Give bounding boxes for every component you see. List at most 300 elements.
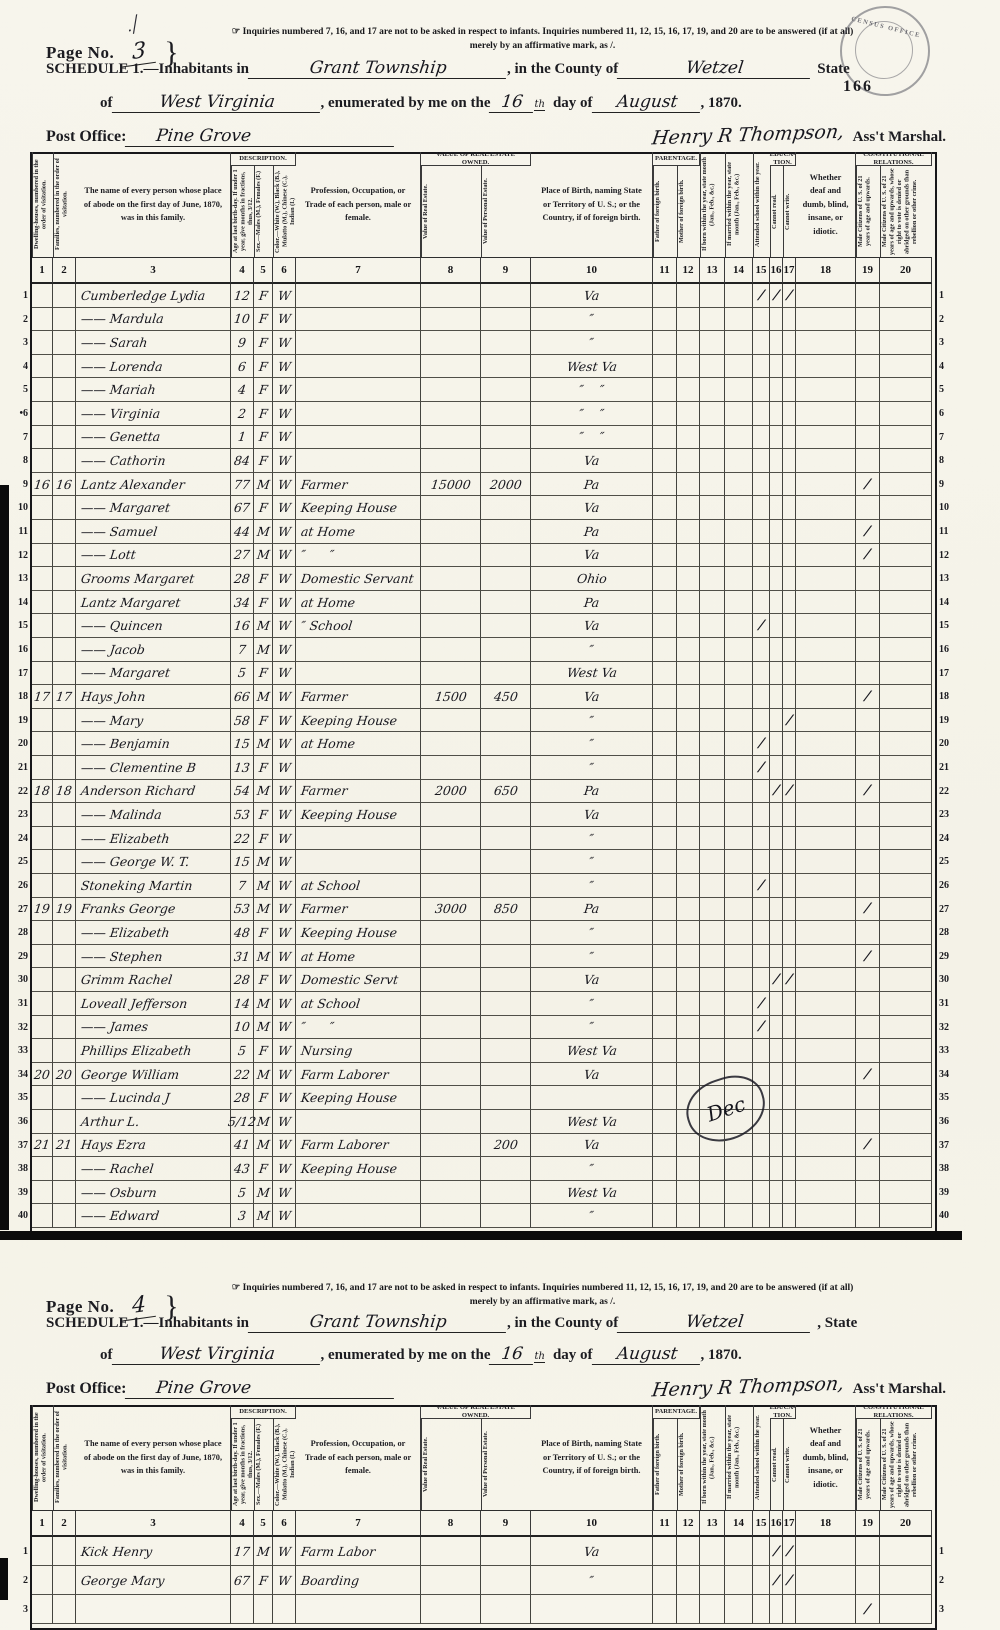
handwritten-entry: —— Cathorin bbox=[80, 452, 167, 468]
cell-fam bbox=[53, 1566, 76, 1595]
handwritten-entry: 53 bbox=[233, 901, 251, 917]
tally-mark: / bbox=[863, 948, 872, 964]
cell-col16 bbox=[770, 898, 783, 922]
cell-col11 bbox=[653, 921, 677, 945]
cell-occ bbox=[296, 1039, 421, 1063]
cell-dw bbox=[32, 426, 53, 450]
cell-sex bbox=[254, 780, 273, 804]
page-no-value: 3 bbox=[122, 37, 156, 68]
handwritten-entry: F bbox=[257, 452, 269, 468]
cell-name bbox=[76, 898, 231, 922]
cell-pe bbox=[481, 1204, 531, 1228]
handwritten-entry: West Va bbox=[565, 665, 618, 681]
cell-dw bbox=[32, 1595, 53, 1624]
handwritten-entry: —— Lorenda bbox=[80, 358, 164, 374]
cell-col14 bbox=[725, 968, 753, 992]
cell-occ bbox=[296, 1086, 421, 1110]
cell-col15 bbox=[753, 732, 770, 756]
cell-age bbox=[231, 1181, 254, 1205]
cell-race bbox=[273, 709, 296, 733]
cell-col11 bbox=[653, 614, 677, 638]
handwritten-entry: W bbox=[276, 877, 292, 893]
cell-col18 bbox=[796, 780, 856, 804]
cell-col20 bbox=[880, 614, 932, 638]
row-number-right: 27 bbox=[939, 903, 949, 915]
cell-col12 bbox=[677, 898, 700, 922]
handwritten-entry: 15000 bbox=[429, 476, 472, 492]
cell-sex bbox=[254, 284, 273, 308]
cell-col20 bbox=[880, 1016, 932, 1040]
tally-mark: / bbox=[784, 783, 794, 799]
cell-col18 bbox=[796, 1181, 856, 1205]
cell-name bbox=[76, 992, 231, 1016]
cell-col19 bbox=[856, 1110, 880, 1134]
handwritten-entry: 18 bbox=[33, 783, 51, 799]
cell-col18 bbox=[796, 1204, 856, 1228]
handwritten-entry: 5 bbox=[237, 1184, 247, 1200]
cell-occ bbox=[296, 803, 421, 827]
row-number-right: 30 bbox=[939, 974, 949, 986]
handwritten-entry: 18 bbox=[55, 783, 73, 799]
cell-birth bbox=[531, 473, 653, 497]
cell-col16 bbox=[770, 685, 783, 709]
ink-scribble: Dec bbox=[678, 1067, 773, 1151]
handwritten-entry: Anderson Richard bbox=[80, 783, 197, 799]
cell-col13 bbox=[700, 780, 725, 804]
cell-fam bbox=[53, 1039, 76, 1063]
row-number-right: 26 bbox=[939, 880, 949, 891]
column-header: Value of Personal Estate. bbox=[481, 166, 531, 257]
row-number-left: 4 bbox=[23, 360, 28, 372]
cell-name bbox=[76, 1157, 231, 1181]
cell-col19 bbox=[856, 1566, 880, 1595]
cell-col16 bbox=[770, 449, 783, 473]
cell-col16 bbox=[770, 496, 783, 520]
handwritten-entry: W bbox=[276, 948, 292, 964]
cell-birth bbox=[531, 803, 653, 827]
tally-mark: / bbox=[863, 523, 872, 539]
handwritten-entry: Keeping House bbox=[300, 924, 399, 940]
cell-age bbox=[231, 496, 254, 520]
cell-col16 bbox=[770, 402, 783, 426]
cell-col15 bbox=[753, 449, 770, 473]
cell-birth bbox=[531, 662, 653, 686]
column-header: Age at last birth-day. If under 1 year, give months in fractions, thus, 3/12. bbox=[231, 166, 254, 257]
cell-col20 bbox=[880, 850, 932, 874]
handwritten-entry: 15 bbox=[233, 736, 251, 752]
cell-col12 bbox=[677, 544, 700, 568]
handwritten-entry: 43 bbox=[233, 1160, 251, 1176]
cell-col17 bbox=[783, 520, 796, 544]
cell-col20 bbox=[880, 662, 932, 686]
cell-col17 bbox=[783, 402, 796, 426]
handwritten-entry: 1500 bbox=[433, 688, 468, 704]
handwritten-entry: —— Margaret bbox=[80, 500, 171, 516]
cell-col17 bbox=[783, 331, 796, 355]
row-number-left: 32 bbox=[18, 1021, 28, 1033]
cell-col11 bbox=[653, 378, 677, 402]
cell-sex bbox=[254, 331, 273, 355]
handwritten-entry: M bbox=[255, 854, 271, 870]
cell-birth bbox=[531, 1016, 653, 1040]
row-number-right: 21 bbox=[939, 762, 949, 773]
cell-pe bbox=[481, 1039, 531, 1063]
cell-birth bbox=[531, 709, 653, 733]
cell-dw bbox=[32, 284, 53, 308]
cell-birth bbox=[531, 780, 653, 804]
cell-col18 bbox=[796, 992, 856, 1016]
row-number-left: 37 bbox=[18, 1139, 28, 1151]
cell-col19 bbox=[856, 1204, 880, 1228]
cell-col18 bbox=[796, 732, 856, 756]
cell-col14 bbox=[725, 355, 753, 379]
cell-col19 bbox=[856, 308, 880, 332]
cell-col18 bbox=[796, 331, 856, 355]
brace: } bbox=[164, 1290, 179, 1323]
column-number: 1 bbox=[32, 257, 53, 284]
cell-race bbox=[273, 992, 296, 1016]
column-header: The name of every person whose place of abode on the first day of June, 1870, was in this family. bbox=[76, 1405, 231, 1510]
cell-sex bbox=[254, 355, 273, 379]
handwritten-entry: —— George W. T. bbox=[80, 854, 191, 870]
cell-age bbox=[231, 968, 254, 992]
handwritten-entry: —— Elizabeth bbox=[80, 924, 171, 940]
column-header: Male Citizens of U. S. of 21 years of age and upwards, whose right to vote is denied or abridged on other grounds than rebellion or other crime. bbox=[880, 166, 932, 257]
cell-dw bbox=[32, 1086, 53, 1110]
cell-re bbox=[421, 567, 481, 591]
cell-race bbox=[273, 827, 296, 851]
column-number: 14 bbox=[725, 1510, 753, 1537]
cell-birth bbox=[531, 1181, 653, 1205]
cell-col18 bbox=[796, 685, 856, 709]
cell-occ bbox=[296, 850, 421, 874]
handwritten-entry: W bbox=[276, 854, 292, 870]
cell-dw bbox=[32, 732, 53, 756]
cell-col11 bbox=[653, 426, 677, 450]
cell-col14 bbox=[725, 898, 753, 922]
cell-race bbox=[273, 1595, 296, 1624]
cell-col11 bbox=[653, 449, 677, 473]
county-label: , in the County of bbox=[506, 61, 619, 77]
page-no-value: 4 bbox=[122, 1291, 156, 1322]
cell-birth bbox=[531, 638, 653, 662]
cell-age bbox=[231, 756, 254, 780]
cell-col13 bbox=[700, 992, 725, 1016]
cell-col20 bbox=[880, 426, 932, 450]
cell-pe bbox=[481, 638, 531, 662]
handwritten-entry: 3000 bbox=[433, 901, 468, 917]
cell-pe bbox=[481, 732, 531, 756]
cell-col18 bbox=[796, 1086, 856, 1110]
handwritten-entry: F bbox=[257, 311, 269, 327]
cell-col14 bbox=[725, 426, 753, 450]
cell-age bbox=[231, 544, 254, 568]
cell-fam bbox=[53, 1110, 76, 1134]
of-label: of bbox=[100, 95, 113, 111]
cell-col19 bbox=[856, 1086, 880, 1110]
cell-age bbox=[227, 1110, 257, 1134]
cell-birth bbox=[531, 1086, 653, 1110]
cell-col17 bbox=[783, 732, 796, 756]
cell-col16 bbox=[770, 284, 783, 308]
cell-fam bbox=[53, 473, 76, 497]
cell-col20 bbox=[880, 308, 932, 332]
cell-col18 bbox=[796, 1537, 856, 1566]
cell-race bbox=[273, 638, 296, 662]
cell-col15 bbox=[753, 331, 770, 355]
cell-col18 bbox=[796, 426, 856, 450]
cell-sex bbox=[254, 945, 273, 969]
cell-col13 bbox=[700, 520, 725, 544]
cell-col20 bbox=[880, 874, 932, 898]
cell-col18 bbox=[796, 1157, 856, 1181]
handwritten-entry: 58 bbox=[233, 712, 251, 728]
cell-name bbox=[76, 685, 231, 709]
handwritten-entry: Pa bbox=[582, 901, 601, 917]
cell-dw bbox=[32, 1537, 53, 1566]
cell-col16 bbox=[770, 591, 783, 615]
cell-race bbox=[273, 591, 296, 615]
handwritten-entry: Stoneking Martin bbox=[80, 877, 194, 893]
cell-birth bbox=[531, 921, 653, 945]
cell-col19 bbox=[856, 520, 880, 544]
of-label: of bbox=[100, 1347, 113, 1363]
column-group-header: VALUE OF REAL ESTATE OWNED. bbox=[421, 1405, 531, 1419]
cell-pe bbox=[481, 1595, 531, 1624]
cell-col20 bbox=[880, 544, 932, 568]
cell-col12 bbox=[677, 874, 700, 898]
cell-col12 bbox=[677, 803, 700, 827]
cell-col13 bbox=[700, 426, 725, 450]
cell-col16 bbox=[770, 1181, 783, 1205]
cell-race bbox=[273, 921, 296, 945]
row-number-left: 2 bbox=[23, 1575, 28, 1586]
cell-col13 bbox=[700, 898, 725, 922]
handwritten-entry: W bbox=[276, 641, 292, 657]
cell-col14 bbox=[725, 874, 753, 898]
cell-col17 bbox=[783, 780, 796, 804]
handwritten-entry: 3 bbox=[237, 1208, 247, 1224]
cell-col13 bbox=[700, 1134, 725, 1158]
cell-col12 bbox=[677, 827, 700, 851]
cell-birth bbox=[531, 496, 653, 520]
cell-re bbox=[421, 1086, 481, 1110]
cell-sex bbox=[254, 426, 273, 450]
handwritten-entry: at Home bbox=[300, 736, 357, 752]
cell-re bbox=[421, 992, 481, 1016]
cell-re bbox=[421, 473, 481, 497]
cell-pe bbox=[481, 1181, 531, 1205]
cell-occ bbox=[296, 544, 421, 568]
cell-pe bbox=[481, 685, 531, 709]
cell-age bbox=[231, 709, 254, 733]
cell-age bbox=[231, 1086, 254, 1110]
row-number-right: 36 bbox=[939, 1116, 949, 1127]
cell-dw bbox=[32, 992, 53, 1016]
page-separator bbox=[0, 1231, 962, 1240]
cell-col20 bbox=[880, 331, 932, 355]
handwritten-entry: Va bbox=[582, 547, 601, 563]
handwritten-entry: ″ ″ bbox=[300, 547, 336, 563]
cell-name bbox=[76, 756, 231, 780]
cell-col18 bbox=[796, 520, 856, 544]
handwritten-entry: 28 bbox=[233, 1090, 251, 1106]
handwritten-entry: M bbox=[255, 641, 271, 657]
cell-col18 bbox=[796, 898, 856, 922]
cell-name bbox=[76, 591, 231, 615]
cell-col17 bbox=[783, 1157, 796, 1181]
handwritten-entry: W bbox=[276, 712, 292, 728]
column-header: Color.—White (W.), Black (B.), Mulatto (M.), Chinese (C.), Indian (I.) bbox=[273, 1419, 296, 1510]
cell-name bbox=[76, 331, 231, 355]
cell-col16 bbox=[770, 827, 783, 851]
cell-col18 bbox=[796, 355, 856, 379]
cell-re bbox=[421, 331, 481, 355]
cell-col16 bbox=[770, 709, 783, 733]
column-group-header: EDUCA-TION. bbox=[769, 1403, 796, 1419]
county-value: Wetzel bbox=[617, 1314, 812, 1333]
cell-col20 bbox=[880, 449, 932, 473]
row-number-right: 5 bbox=[939, 384, 944, 396]
cell-fam bbox=[53, 520, 76, 544]
cell-dw bbox=[32, 874, 53, 898]
cell-age bbox=[231, 308, 254, 332]
cell-col16 bbox=[770, 331, 783, 355]
cell-col13 bbox=[700, 874, 725, 898]
row-number-left: 11 bbox=[18, 526, 28, 537]
handwritten-entry: George Mary bbox=[80, 1572, 166, 1588]
cell-fam bbox=[53, 284, 76, 308]
cell-col19 bbox=[856, 378, 880, 402]
cell-col14 bbox=[725, 780, 753, 804]
cell-col11 bbox=[653, 1110, 677, 1134]
cell-race bbox=[273, 1537, 296, 1566]
cell-age bbox=[231, 1039, 254, 1063]
handwritten-entry: M bbox=[255, 736, 271, 752]
handwritten-entry: W bbox=[276, 358, 292, 374]
handwritten-entry: ″ bbox=[588, 641, 595, 657]
cell-race bbox=[273, 1566, 296, 1595]
row-number-right: 40 bbox=[939, 1210, 949, 1222]
cell-col14 bbox=[725, 402, 753, 426]
column-number: 6 bbox=[273, 1510, 296, 1537]
cell-pe bbox=[481, 567, 531, 591]
tally-mark: / bbox=[863, 688, 872, 704]
tally-mark: / bbox=[784, 972, 794, 988]
cell-dw bbox=[32, 921, 53, 945]
cell-dw bbox=[32, 1016, 53, 1040]
handwritten-entry: F bbox=[257, 830, 269, 846]
cell-sex bbox=[254, 992, 273, 1016]
handwritten-entry: 16 bbox=[33, 476, 51, 492]
tally-mark: / bbox=[863, 476, 872, 492]
cell-race bbox=[273, 496, 296, 520]
cell-col12 bbox=[677, 520, 700, 544]
cell-col13 bbox=[700, 473, 725, 497]
column-number: 2 bbox=[53, 257, 76, 284]
cell-pe bbox=[481, 1566, 531, 1595]
tally-mark: / bbox=[863, 901, 872, 917]
cell-col18 bbox=[796, 1566, 856, 1595]
handwritten-entry: ″ ″ bbox=[300, 1019, 336, 1035]
handwritten-entry: 31 bbox=[233, 948, 251, 964]
handwritten-entry: 2 bbox=[237, 405, 247, 421]
tally-mark: / bbox=[771, 287, 781, 303]
handwritten-entry: Pa bbox=[582, 594, 601, 610]
row-number-left: 38 bbox=[18, 1163, 28, 1175]
cell-col11 bbox=[653, 638, 677, 662]
cell-col12 bbox=[677, 1537, 700, 1566]
handwritten-entry: 28 bbox=[233, 570, 251, 586]
row-number-left: 23 bbox=[18, 809, 28, 821]
cell-age bbox=[231, 1134, 254, 1158]
row-number-left: 39 bbox=[18, 1186, 28, 1198]
cell-col18 bbox=[796, 1595, 856, 1624]
cell-occ bbox=[296, 780, 421, 804]
handwritten-entry: W bbox=[276, 547, 292, 563]
row-number-right: 19 bbox=[939, 714, 949, 726]
day-of-label: day of bbox=[552, 1347, 593, 1363]
cell-col15 bbox=[753, 1134, 770, 1158]
cell-col19 bbox=[856, 992, 880, 1016]
stamp-text: CENSUS OFFICE bbox=[850, 15, 922, 40]
cell-dw bbox=[32, 827, 53, 851]
handwritten-entry: M bbox=[255, 901, 271, 917]
handwritten-entry: ″ bbox=[588, 995, 595, 1011]
column-header: Cannot write. bbox=[783, 166, 796, 257]
tally-mark: / bbox=[784, 712, 794, 728]
cell-col13 bbox=[700, 449, 725, 473]
cell-col16 bbox=[770, 850, 783, 874]
cell-re bbox=[421, 1110, 481, 1134]
row-number-right: 22 bbox=[939, 785, 949, 797]
cell-birth bbox=[531, 591, 653, 615]
cell-col13 bbox=[700, 803, 725, 827]
cell-pe bbox=[481, 1157, 531, 1181]
handwritten-entry: W bbox=[276, 382, 292, 398]
cell-col14 bbox=[725, 449, 753, 473]
cell-pe bbox=[481, 355, 531, 379]
handwritten-entry: W bbox=[276, 570, 292, 586]
cell-fam bbox=[53, 426, 76, 450]
handwritten-entry: 1 bbox=[237, 429, 247, 445]
cell-col16 bbox=[770, 520, 783, 544]
column-number: 20 bbox=[880, 257, 932, 284]
handwritten-entry: 22 bbox=[233, 1066, 251, 1082]
column-header: If married within the year, state month (Jan., Feb., &c.) bbox=[725, 152, 753, 257]
cell-race bbox=[273, 355, 296, 379]
cell-col12 bbox=[677, 945, 700, 969]
handwritten-entry: Keeping House bbox=[300, 500, 399, 516]
cell-birth bbox=[531, 355, 653, 379]
tally-mark: / bbox=[784, 287, 794, 303]
column-number: 17 bbox=[783, 257, 796, 284]
cell-occ bbox=[296, 1595, 421, 1624]
cell-dw bbox=[32, 520, 53, 544]
handwritten-entry: Grooms Margaret bbox=[80, 570, 196, 586]
cell-col16 bbox=[770, 921, 783, 945]
column-header: Cannot read. bbox=[770, 1419, 783, 1510]
cell-col17 bbox=[783, 709, 796, 733]
cell-col18 bbox=[796, 284, 856, 308]
tally-mark: / bbox=[756, 759, 766, 775]
cell-re bbox=[421, 520, 481, 544]
handwritten-entry: W bbox=[276, 452, 292, 468]
cell-fam bbox=[53, 1086, 76, 1110]
cell-col12 bbox=[677, 850, 700, 874]
cell-pe bbox=[481, 968, 531, 992]
handwritten-entry: M bbox=[255, 877, 271, 893]
